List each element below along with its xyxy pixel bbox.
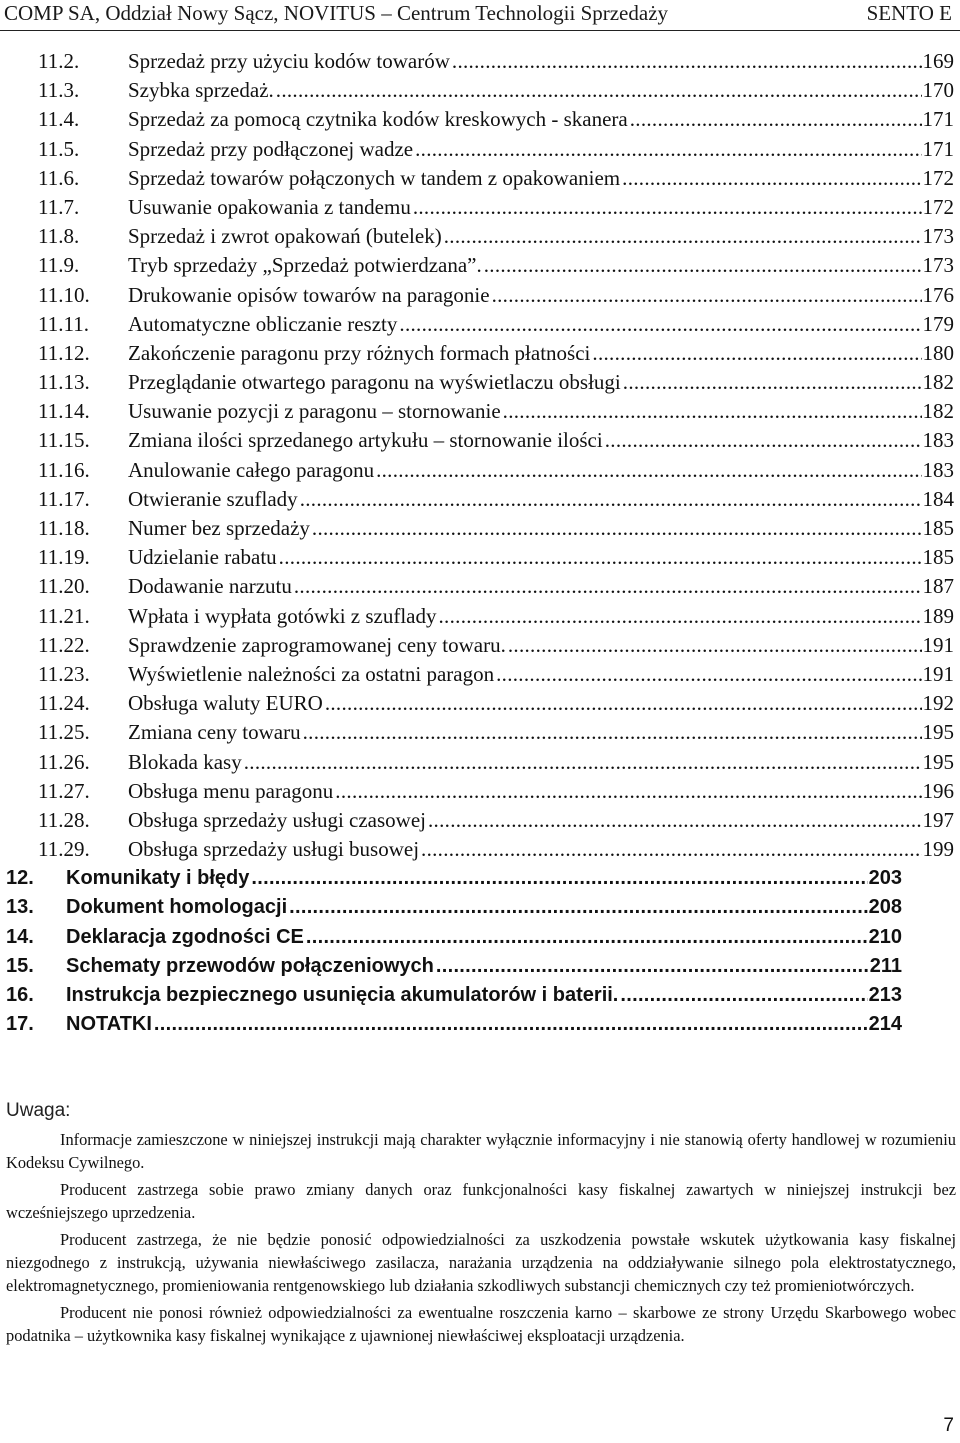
toc-entry-line [128,76,954,105]
toc-leader-dots [630,105,922,134]
toc-entry-number: 11.4. [38,107,80,132]
toc-entry-line [128,777,954,806]
toc-entry-page: 210 [868,925,902,948]
toc-entry-page: 203 [868,867,902,890]
toc-entry-title: Instrukcja bezpiecznego usunięcia akumulatorów i baterii. [66,984,619,1006]
toc-entry-line [128,543,954,572]
toc-entry-number: 11.27. [38,778,90,803]
toc-leader-dots [325,689,922,718]
toc-leader-dots [154,1010,868,1039]
toc-entry-page: 197 [922,807,954,832]
toc-section-entry[interactable] [0,397,960,426]
toc-entry-number: 13. [6,896,34,919]
toc-entry-title: Schematy przewodów połączeniowych [66,954,434,977]
toc-leader-dots [303,718,922,747]
toc-entry-title: Dokument homologacji [66,896,288,919]
toc-entry-number: 11.11. [38,311,89,336]
toc-entry-page: 208 [868,896,902,919]
toc-section-entry[interactable] [0,164,960,193]
toc-section-entry[interactable] [0,281,960,310]
toc-entry-title: Drukowanie opisów towarów na paragonie [128,282,490,307]
toc-section-entry[interactable] [0,748,960,777]
toc-leader-dots [251,864,867,893]
toc-entry-title: Komunikaty i błędy [66,867,250,890]
toc-entry-line [128,718,954,747]
toc-entry-number: 11.28. [38,807,90,832]
toc-section-entry[interactable] [0,631,960,660]
toc-entry-number: 16. [6,984,34,1006]
toc-leader-dots [421,835,921,864]
toc-entry-number: 11.20. [38,574,90,599]
page-header [0,0,960,31]
toc-entry-number: 11.13. [38,370,90,395]
toc-section-entry[interactable] [0,806,960,835]
toc-entry-line [128,47,954,76]
toc-entry-page: 185 [922,545,954,570]
toc-entry-title: Sprzedaż za pomocą czytnika kodów kreskowych - skanera [128,107,628,132]
toc-entry-page: 213 [868,984,902,1006]
toc-entry-number: 11.26. [38,749,90,774]
toc-entry-page: 170 [922,78,954,103]
toc-entry-page: 173 [922,224,954,249]
toc-entry-line [128,426,954,455]
toc-entry-number: 15. [6,954,34,977]
toc-entry-title: Obsługa sprzedaży usługi czasowej [128,807,426,832]
toc-entry-page: 191 [922,661,954,686]
toc-section-entry[interactable] [0,222,960,251]
toc-entry-page: 191 [922,632,954,657]
toc-entry-number: 11.6. [38,165,80,190]
toc-section-entry[interactable] [0,718,960,747]
toc-entry-line [128,835,954,864]
toc-entry-page: 187 [922,574,954,599]
toc-entry-title: Tryb sprzedaży „Sprzedaż potwierdzana”. [128,253,482,278]
toc-section-entry[interactable] [0,689,960,718]
toc-entry-number: 11.17. [38,486,90,511]
toc-leader-dots [428,806,922,835]
toc-entry-line [128,281,954,310]
toc-entry-page: 171 [922,136,954,161]
toc-leader-dots [312,514,922,543]
toc-section-entry[interactable] [0,602,960,631]
toc-entry-number: 11.2. [38,49,80,73]
toc-entry-number: 11.15. [38,428,90,453]
toc-entry-page: 180 [922,340,954,365]
toc-leader-dots [276,76,922,105]
header-product-name: SENTO E [866,1,952,25]
toc-chapter-entry[interactable] [0,893,960,922]
toc-entry-title: Przeglądanie otwartego paragonu na wyświetlaczu obsługi [128,370,621,395]
toc-section-entry[interactable] [0,47,960,76]
toc-section-entry[interactable] [0,456,960,485]
toc-entry-line [128,193,954,222]
toc-entry-page: 171 [922,107,954,132]
toc-entry-page: 172 [922,165,954,190]
toc-chapter-entry[interactable] [0,981,960,1010]
toc-entry-title: Automatyczne obliczanie reszty [128,311,398,336]
toc-entry-line [128,456,954,485]
toc-section-entry[interactable] [0,135,960,164]
toc-section-entry[interactable] [0,193,960,222]
toc-section-entry[interactable] [0,368,960,397]
toc-entry-page: 196 [922,778,954,803]
toc-entry-line [128,368,954,397]
toc-entry-line [128,135,954,164]
toc-section-entry[interactable] [0,485,960,514]
toc-entry-number: 11.14. [38,399,90,424]
toc-entry-page: 182 [922,399,954,424]
toc-entry-line [128,748,954,777]
note-paragraph: Producent nie ponosi również odpowiedzialności za ewentualne roszczenia karno – skarbowe ze strony Urzędu Skarbowego wobec podatnika – użytkownika kasy fiskalnej wynikające z ujawnionej niewłaściwej eksploatacji urządzenia. [6,1303,956,1345]
toc-section-entry[interactable] [0,76,960,105]
toc-section-entry[interactable] [0,426,960,455]
toc-leader-dots [294,572,922,601]
toc-chapter-entry[interactable] [0,952,960,981]
toc-leader-dots [452,47,922,76]
toc-entry-title: Otwieranie szuflady [128,486,298,511]
toc-entry-number: 11.9. [38,253,80,278]
toc-entry-number: 11.19. [38,545,90,570]
toc-entry-page: 176 [922,282,954,307]
toc-entry-number: 11.22. [38,632,90,657]
toc-entry-line [128,514,954,543]
toc-entry-number: 11.18. [38,516,90,540]
toc-entry-title: Obsługa menu paragonu [128,778,334,803]
toc-section-entry[interactable] [0,105,960,134]
toc-chapter-entry[interactable] [0,864,960,893]
toc-entry-line [128,310,954,339]
toc-entry-line [66,893,902,922]
toc-entry-number: 11.3. [38,78,80,103]
toc-entry-page: 189 [922,603,954,628]
note-heading: Uwaga: [6,1100,71,1121]
toc-leader-dots [415,135,921,164]
toc-chapter-entry[interactable] [0,1010,960,1039]
toc-leader-dots [244,748,922,777]
toc-entry-title: Wyświetlenie należności za ostatni paragon [128,661,495,686]
toc-entry-title: Zakończenie paragonu przy różnych formach płatności [128,340,591,365]
toc-entry-page: 192 [922,691,954,716]
toc-leader-dots [413,193,922,222]
toc-leader-dots [503,397,922,426]
toc-entry-page: 179 [922,311,954,336]
toc-entry-title: Wpłata i wypłata gotówki z szuflady [128,603,437,628]
toc-entry-title: Deklaracja zgodności CE [66,925,304,948]
toc-entry-page: 211 [869,954,902,977]
header-company-text: COMP SA, Oddział Nowy Sącz, NOVITUS – Centrum Technologii Sprzedaży [4,1,669,25]
toc-entry-title: Udzielanie rabatu [128,545,277,570]
table-of-contents [0,47,960,1039]
toc-entry-line [66,864,902,893]
toc-section-entry[interactable] [0,835,960,864]
toc-section-entry[interactable] [0,543,960,572]
toc-entry-title: NOTATKI [66,1013,152,1036]
toc-entry-line [128,631,954,660]
toc-leader-dots [279,543,922,572]
toc-entry-number: 11.12. [38,340,90,365]
page-number: 7 [943,1415,954,1436]
toc-entry-number: 11.5. [38,136,80,161]
toc-leader-dots [300,485,922,514]
toc-entry-title: Dodawanie narzutu [128,574,292,599]
toc-entry-line [66,981,902,1010]
toc-entry-line [128,689,954,718]
toc-chapter-entry[interactable] [0,923,960,952]
toc-entry-page: 184 [922,486,954,511]
toc-entry-page: 199 [922,837,954,862]
toc-leader-dots [492,281,922,310]
toc-entry-line [128,397,954,426]
toc-entry-number: 11.16. [38,457,90,482]
toc-leader-dots [439,602,922,631]
toc-entry-page: 183 [922,457,954,482]
toc-entry-title: Usuwanie pozycji z paragonu – stornowanie [128,399,501,424]
toc-entry-title: Sprzedaż towarów połączonych w tandem z opakowaniem [128,165,621,190]
toc-leader-dots [620,981,867,1010]
toc-entry-page: 173 [922,253,954,278]
toc-leader-dots [444,222,922,251]
toc-entry-line [128,602,954,631]
toc-entry-page: 169 [922,49,954,73]
note-paragraph: Informacje zamieszczone w niniejszej instrukcji mają charakter wyłącznie informacyjny i nie stanowią oferty handlowej w rozumieniu Kodeksu Cywilnego. [6,1130,956,1172]
toc-leader-dots [376,456,921,485]
toc-entry-title: Anulowanie całego paragonu [128,457,375,482]
toc-leader-dots [508,631,922,660]
note-paragraph: Producent zastrzega, że nie będzie ponosić odpowiedzialności za uszkodzenia powstałe wskutek użytkowania kasy fiskalnej niezgodnego z instrukcją, używania niewłaściwego zasilacza, narażania urządzenia na oddziaływanie silnego pola elektrostatycznego, elektromagnetycznego, promieniowania rentgenowskiego lub działania szkodliwych substancji chemicznych czy też promieniotwórczych. [6,1230,956,1295]
toc-entry-number: 11.10. [38,282,90,307]
toc-section-entry[interactable] [0,572,960,601]
toc-entry-title: Usuwanie opakowania z tandemu [128,194,411,219]
toc-entry-line [128,806,954,835]
toc-entry-title: Sprawdzenie zaprogramowanej ceny towaru. [128,632,506,657]
toc-entry-title: Numer bez sprzedaży [128,516,310,540]
toc-section-entry[interactable] [0,251,960,280]
toc-entry-line [128,339,954,368]
toc-entry-number: 11.29. [38,837,90,862]
toc-leader-dots [484,251,922,280]
toc-leader-dots [592,339,921,368]
toc-section-entry[interactable] [0,310,960,339]
toc-entry-title: Zmiana ceny towaru [128,720,301,745]
toc-entry-number: 12. [6,867,34,890]
toc-entry-line [128,105,954,134]
toc-entry-number: 11.8. [38,224,80,249]
toc-entry-page: 183 [922,428,954,453]
toc-entry-line [128,222,954,251]
toc-entry-number: 11.23. [38,661,90,686]
toc-entry-number: 14. [6,925,34,948]
toc-entry-title: Blokada kasy [128,749,242,774]
toc-section-entry[interactable] [0,660,960,689]
toc-entry-line [66,1010,902,1039]
toc-leader-dots [399,310,921,339]
toc-entry-number: 17. [6,1013,34,1036]
toc-section-entry[interactable] [0,514,960,543]
toc-entry-line [128,572,954,601]
toc-entry-line [128,164,954,193]
disclaimer-note [6,1100,956,1351]
toc-entry-title: Sprzedaż przy podłączonej wadze [128,136,414,161]
toc-leader-dots [623,368,922,397]
toc-leader-dots [436,952,869,981]
toc-entry-number: 11.24. [38,691,90,716]
toc-entry-line [128,251,954,280]
toc-entry-line [66,923,902,952]
toc-entry-title: Sprzedaż i zwrot opakowań (butelek) [128,224,442,249]
toc-leader-dots [335,777,921,806]
toc-entry-page: 185 [922,516,954,540]
toc-leader-dots [605,426,922,455]
toc-leader-dots [306,923,868,952]
toc-leader-dots [622,164,921,193]
toc-entry-page: 172 [922,194,954,219]
toc-entry-title: Zmiana ilości sprzedanego artykułu – stornowanie ilości [128,428,603,453]
note-paragraph: Producent zastrzega sobie prawo zmiany danych oraz funkcjonalności kasy fiskalnej zawartych w niniejszej instrukcji bez wcześniejszego uprzedzenia. [6,1180,956,1222]
toc-entry-title: Obsługa sprzedaży usługi busowej [128,837,420,862]
toc-entry-number: 11.25. [38,720,90,745]
toc-leader-dots [496,660,921,689]
toc-section-entry[interactable] [0,339,960,368]
toc-entry-line [128,485,954,514]
toc-entry-line [128,660,954,689]
toc-entry-page: 195 [922,720,954,745]
toc-section-entry[interactable] [0,777,960,806]
toc-entry-title: Obsługa waluty EURO [128,691,323,716]
toc-entry-number: 11.7. [38,194,80,219]
toc-entry-number: 11.21. [38,603,90,628]
toc-entry-title: Sprzedaż przy użyciu kodów towarów [128,49,450,73]
toc-entry-page: 195 [922,749,954,774]
toc-entry-page: 182 [922,370,954,395]
toc-entry-line [66,952,902,981]
toc-leader-dots [289,893,868,922]
toc-entry-page: 214 [868,1013,902,1036]
toc-entry-title: Szybka sprzedaż. [128,78,274,103]
